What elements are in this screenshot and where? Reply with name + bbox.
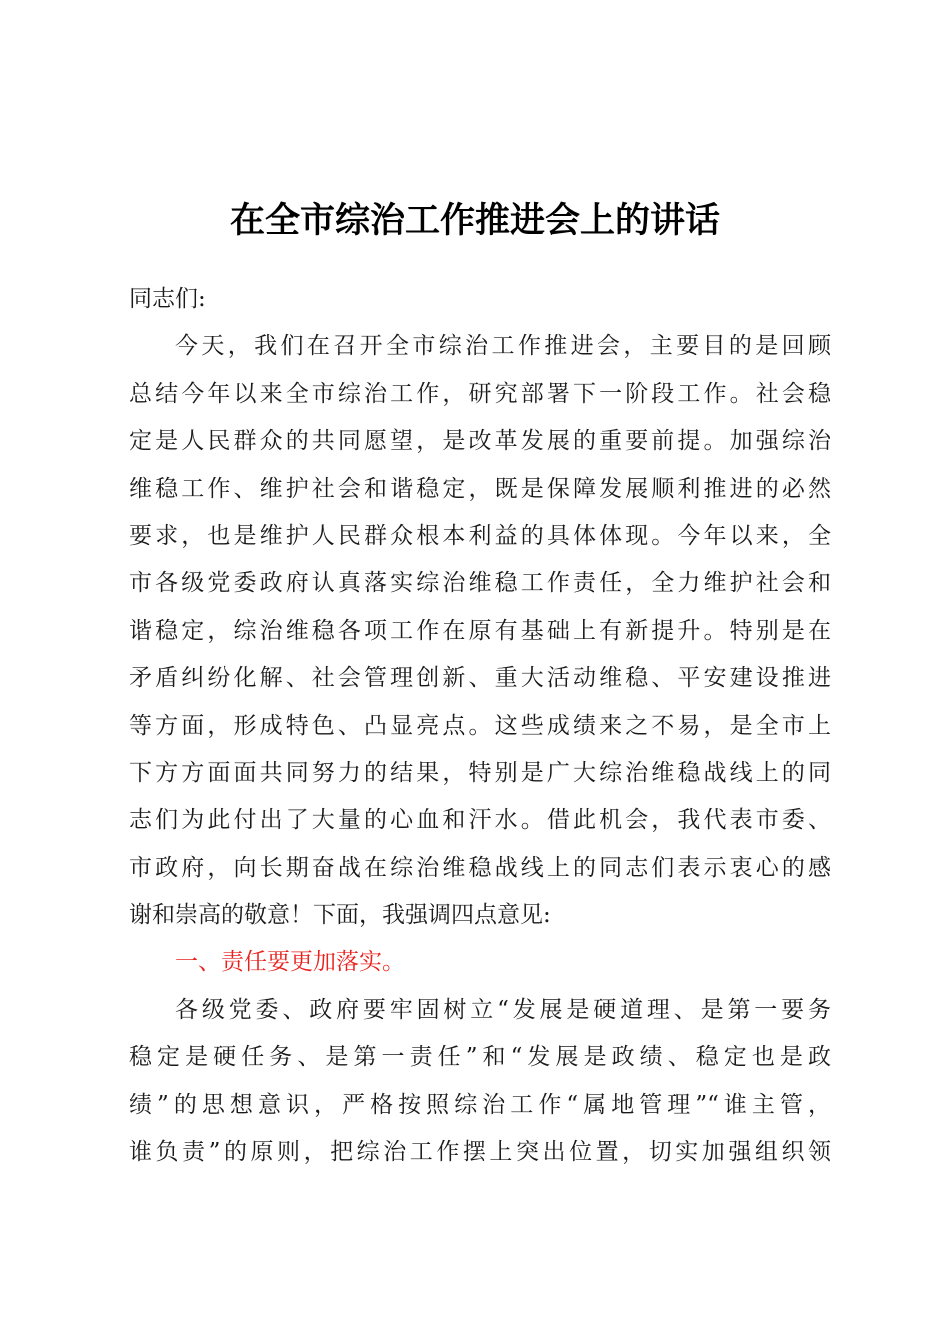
paragraph-line: 绩”的思想意识，严格按照综治工作“属地管理”“谁主管， [129, 1091, 831, 1118]
section-heading: 一、责任要更加落实。 [175, 949, 405, 976]
paragraph-line: 要求，也是维护人民群众根本利益的具体体现。今年以来，全 [129, 522, 831, 549]
paragraph-line: 各级党委、政府要牢固树立“发展是硬道理、是第一要务 [175, 996, 831, 1023]
paragraph-line: 志们为此付出了大量的心血和汗水。借此机会，我代表市委、 [129, 807, 831, 834]
paragraph-line: 谢和崇高的敬意！下面，我强调四点意见: [129, 902, 551, 929]
document-body [129, 276, 831, 1176]
paragraph-line: 总结今年以来全市综治工作，研究部署下一阶段工作。社会稳 [129, 380, 831, 407]
paragraph-line: 下方方面面共同努力的结果，特别是广大综治维稳战线上的同 [129, 759, 831, 786]
paragraph-line: 市政府，向长期奋战在综治维稳战线上的同志们表示衷心的感 [129, 854, 831, 881]
paragraph-line: 矛盾纠纷化解、社会管理创新、重大活动维稳、平安建设推进 [129, 665, 831, 692]
paragraph-line: 维稳工作、维护社会和谐稳定，既是保障发展顺利推进的必然 [129, 475, 831, 502]
paragraph-line: 等方面，形成特色、凸显亮点。这些成绩来之不易，是全市上 [129, 712, 831, 739]
paragraph-line: 稳定是硬任务、是第一责任”和“发展是政绩、稳定也是政 [129, 1044, 831, 1071]
paragraph-line: 谁负责”的原则，把综治工作摆上突出位置，切实加强组织领 [129, 1139, 831, 1166]
salutation: 同志们: [129, 286, 206, 312]
paragraph-line: 市各级党委政府认真落实综治维稳工作责任，全力维护社会和 [129, 570, 831, 597]
document-title: 在全市综治工作推进会上的讲话 [229, 200, 720, 241]
paragraph-line: 定是人民群众的共同愿望，是改革发展的重要前提。加强综治 [129, 428, 831, 455]
paragraph-line: 今天，我们在召开全市综治工作推进会，主要目的是回顾 [175, 333, 831, 360]
paragraph-line: 谐稳定，综治维稳各项工作在原有基础上有新提升。特别是在 [129, 617, 831, 644]
